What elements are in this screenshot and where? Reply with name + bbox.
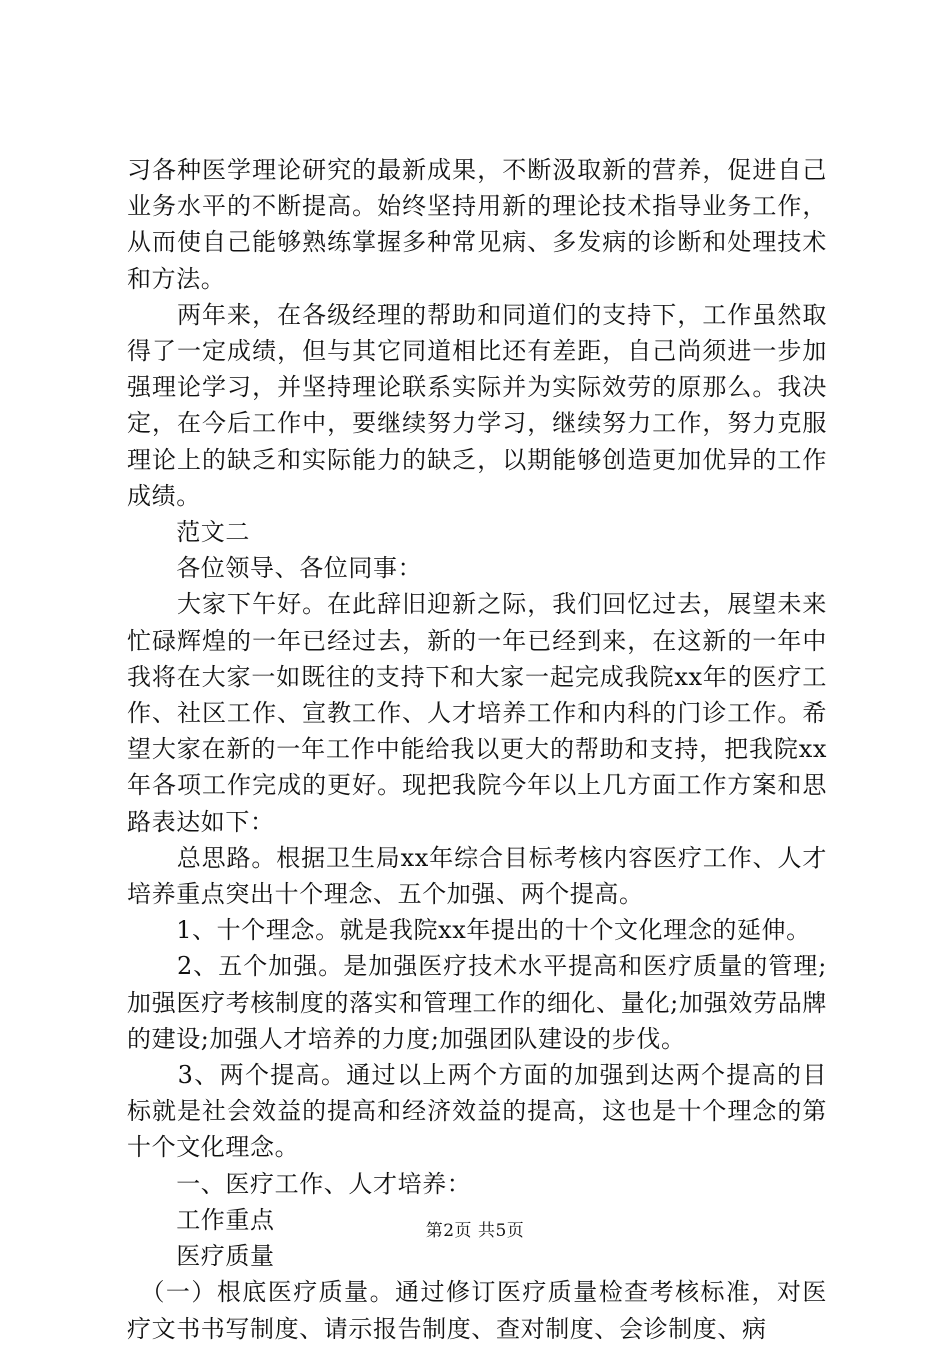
list-item-3: 3、两个提高。通过以上两个方面的加强到达两个提高的目标就是社会效益的提高和经济效益的提高，这也是十个理念的第十个文化理念。	[127, 1061, 827, 1162]
list-item-1: 1、十个理念。就是我院xx年提出的十个文化理念的延伸。	[127, 916, 811, 945]
document-body	[127, 152, 827, 1347]
salutation: 各位领导、各位同事：	[127, 554, 423, 583]
section-heading-fanwen-2: 范文二	[127, 518, 250, 547]
paragraph-greeting: 大家下午好。在此辞旧迎新之际，我们回忆过去，展望未来忙碌辉煌的一年已经过去，新的一年已经到来，在这新的一年中我将在大家一如既往的支持下和大家一起完成我院xx年的医疗工作、社区工作、宣教工作、人才培养工作和内科的门诊工作。希望大家在新的一年工作中能给我以更大的帮助和支持，把我院xx年各项工作完成的更好。现把我院今年以上几方面工作方案和思路表达如下：	[127, 590, 827, 836]
paragraph-basic-quality: （一）根底医疗质量。通过修订医疗质量检查考核标准，对医疗文书书写制度、请示报告制度、查对制度、会诊制度、病	[127, 1278, 827, 1343]
subheading-medical-quality: 医疗质量	[127, 1242, 275, 1271]
paragraph-2: 两年来，在各级经理的帮助和同道们的支持下，工作虽然取得了一定成绩，但与其它同道相比还有差距，自己尚须进一步加强理论学习，并坚持理论联系实际并为实际效劳的原那么。我决定，在今后工作中，要继续努力学习，继续努力工作，努力克服理论上的缺乏和实际能力的缺乏，以期能够创造更加优异的工作成绩。	[127, 300, 827, 510]
paragraph-overall-approach: 总思路。根据卫生局xx年综合目标考核内容医疗工作、人才培养重点突出十个理念、五个加强、两个提高。	[127, 843, 827, 909]
page-number-footer: 第2页 共5页	[425, 1221, 525, 1241]
list-item-2: 2、五个加强。是加强医疗技术水平提高和医疗质量的管理;加强医疗考核制度的落实和管理工作的细化、量化;加强效劳品牌的建设;加强人才培养的力度;加强团队建设的步伐。	[127, 952, 827, 1053]
subheading-work-focus: 工作重点	[127, 1205, 275, 1234]
section-heading-1: 一、医疗工作、人才培养：	[127, 1169, 472, 1198]
paragraph-1: 习各种医学理论研究的最新成果，不断汲取新的营养，促进自己业务水平的不断提高。始终坚持用新的理论技术指导业务工作，从而使自己能够熟练掌握多种常见病、多发病的诊断和处理技术和方法。	[127, 156, 827, 293]
